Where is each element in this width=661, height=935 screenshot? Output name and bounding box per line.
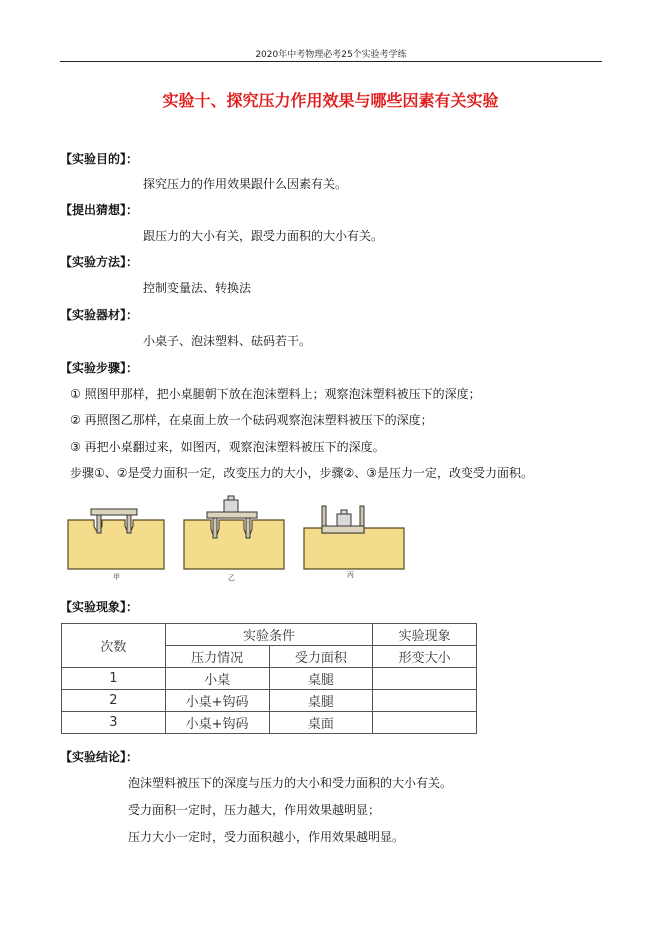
table-header-cell: 压力情况 bbox=[165, 646, 269, 668]
step-item: ③ 再把小桌翻过来，如图丙，观察泡沫塑料被压下的深度。 bbox=[70, 440, 385, 454]
table-cell bbox=[373, 712, 477, 734]
conclusion-item: 压力大小一定时，受力面积越小，作用效果越明显。 bbox=[128, 830, 405, 844]
setup-jia bbox=[68, 509, 164, 569]
steps-summary: 步骤①、②是受力面积一定，改变压力的大小，步骤②、③是压力一定，改变受力面积。 bbox=[70, 466, 534, 480]
table-row bbox=[62, 712, 477, 734]
step-item: ② 再照图乙那样，在桌面上放一个砝码观察泡沫塑料被压下的深度； bbox=[70, 413, 433, 427]
table-cell: 1 bbox=[62, 668, 166, 690]
table-row bbox=[62, 690, 477, 712]
table-cell: 3 bbox=[62, 712, 166, 734]
method-label: 【实验方法】： bbox=[60, 255, 139, 269]
table-cell: 桌腿 bbox=[269, 690, 373, 712]
equipment-text: 小桌子、泡沫塑料、砝码若干。 bbox=[143, 334, 312, 348]
table-cell bbox=[373, 668, 477, 690]
table-row bbox=[62, 668, 477, 690]
conclusion-label: 【实验结论】： bbox=[60, 750, 139, 764]
conclusion-item: 泡沫塑料被压下的深度与压力的大小和受力面积的大小有关。 bbox=[128, 776, 453, 790]
purpose-label: 【实验目的】： bbox=[60, 152, 139, 166]
figure-caption-jia: 甲 bbox=[113, 573, 120, 581]
setup-bing bbox=[304, 506, 404, 569]
hypothesis-label: 【提出猜想】： bbox=[60, 203, 139, 217]
table-header-cell: 实验条件 bbox=[165, 624, 373, 646]
table-cell: 小桌 bbox=[165, 668, 269, 690]
table-header-cell: 实验现象 bbox=[373, 624, 477, 646]
phenomenon-label: 【实验现象】： bbox=[60, 600, 139, 614]
table-cell bbox=[373, 690, 477, 712]
steps-label: 【实验步骤】： bbox=[60, 361, 139, 375]
table-header-cell: 形变大小 bbox=[373, 646, 477, 668]
step-item: ① 照图甲那样，把小桌腿朝下放在泡沫塑料上；观察泡沫塑料被压下的深度； bbox=[70, 387, 481, 401]
table-cell: 桌面 bbox=[269, 712, 373, 734]
page-title: 实验十、探究压力作用效果与哪些因素有关实验 bbox=[162, 91, 499, 110]
method-text: 控制变量法、转换法 bbox=[143, 281, 252, 295]
table-header-cell: 次数 bbox=[62, 624, 166, 668]
table-header-row bbox=[62, 624, 477, 646]
results-table bbox=[61, 623, 477, 734]
hypothesis-text: 跟压力的大小有关，跟受力面积的大小有关。 bbox=[143, 229, 384, 243]
purpose-text: 探究压力的作用效果跟什么因素有关。 bbox=[143, 177, 348, 191]
table-cell: 桌腿 bbox=[269, 668, 373, 690]
table-cell: 小桌+钩码 bbox=[165, 690, 269, 712]
equipment-label: 【实验器材】： bbox=[60, 308, 139, 322]
table-cell: 2 bbox=[62, 690, 166, 712]
header-rule bbox=[60, 61, 602, 62]
table-cell: 小桌+钩码 bbox=[165, 712, 269, 734]
page-header: 2020年中考物理必考25个实验考学练 bbox=[255, 50, 407, 60]
figure-caption-yi: 乙 bbox=[228, 574, 235, 582]
table-header-cell: 受力面积 bbox=[269, 646, 373, 668]
figure-caption-bing: 丙 bbox=[347, 571, 354, 579]
conclusion-item: 受力面积一定时，压力越大，作用效果越明显； bbox=[128, 803, 381, 817]
setup-yi bbox=[184, 496, 284, 569]
